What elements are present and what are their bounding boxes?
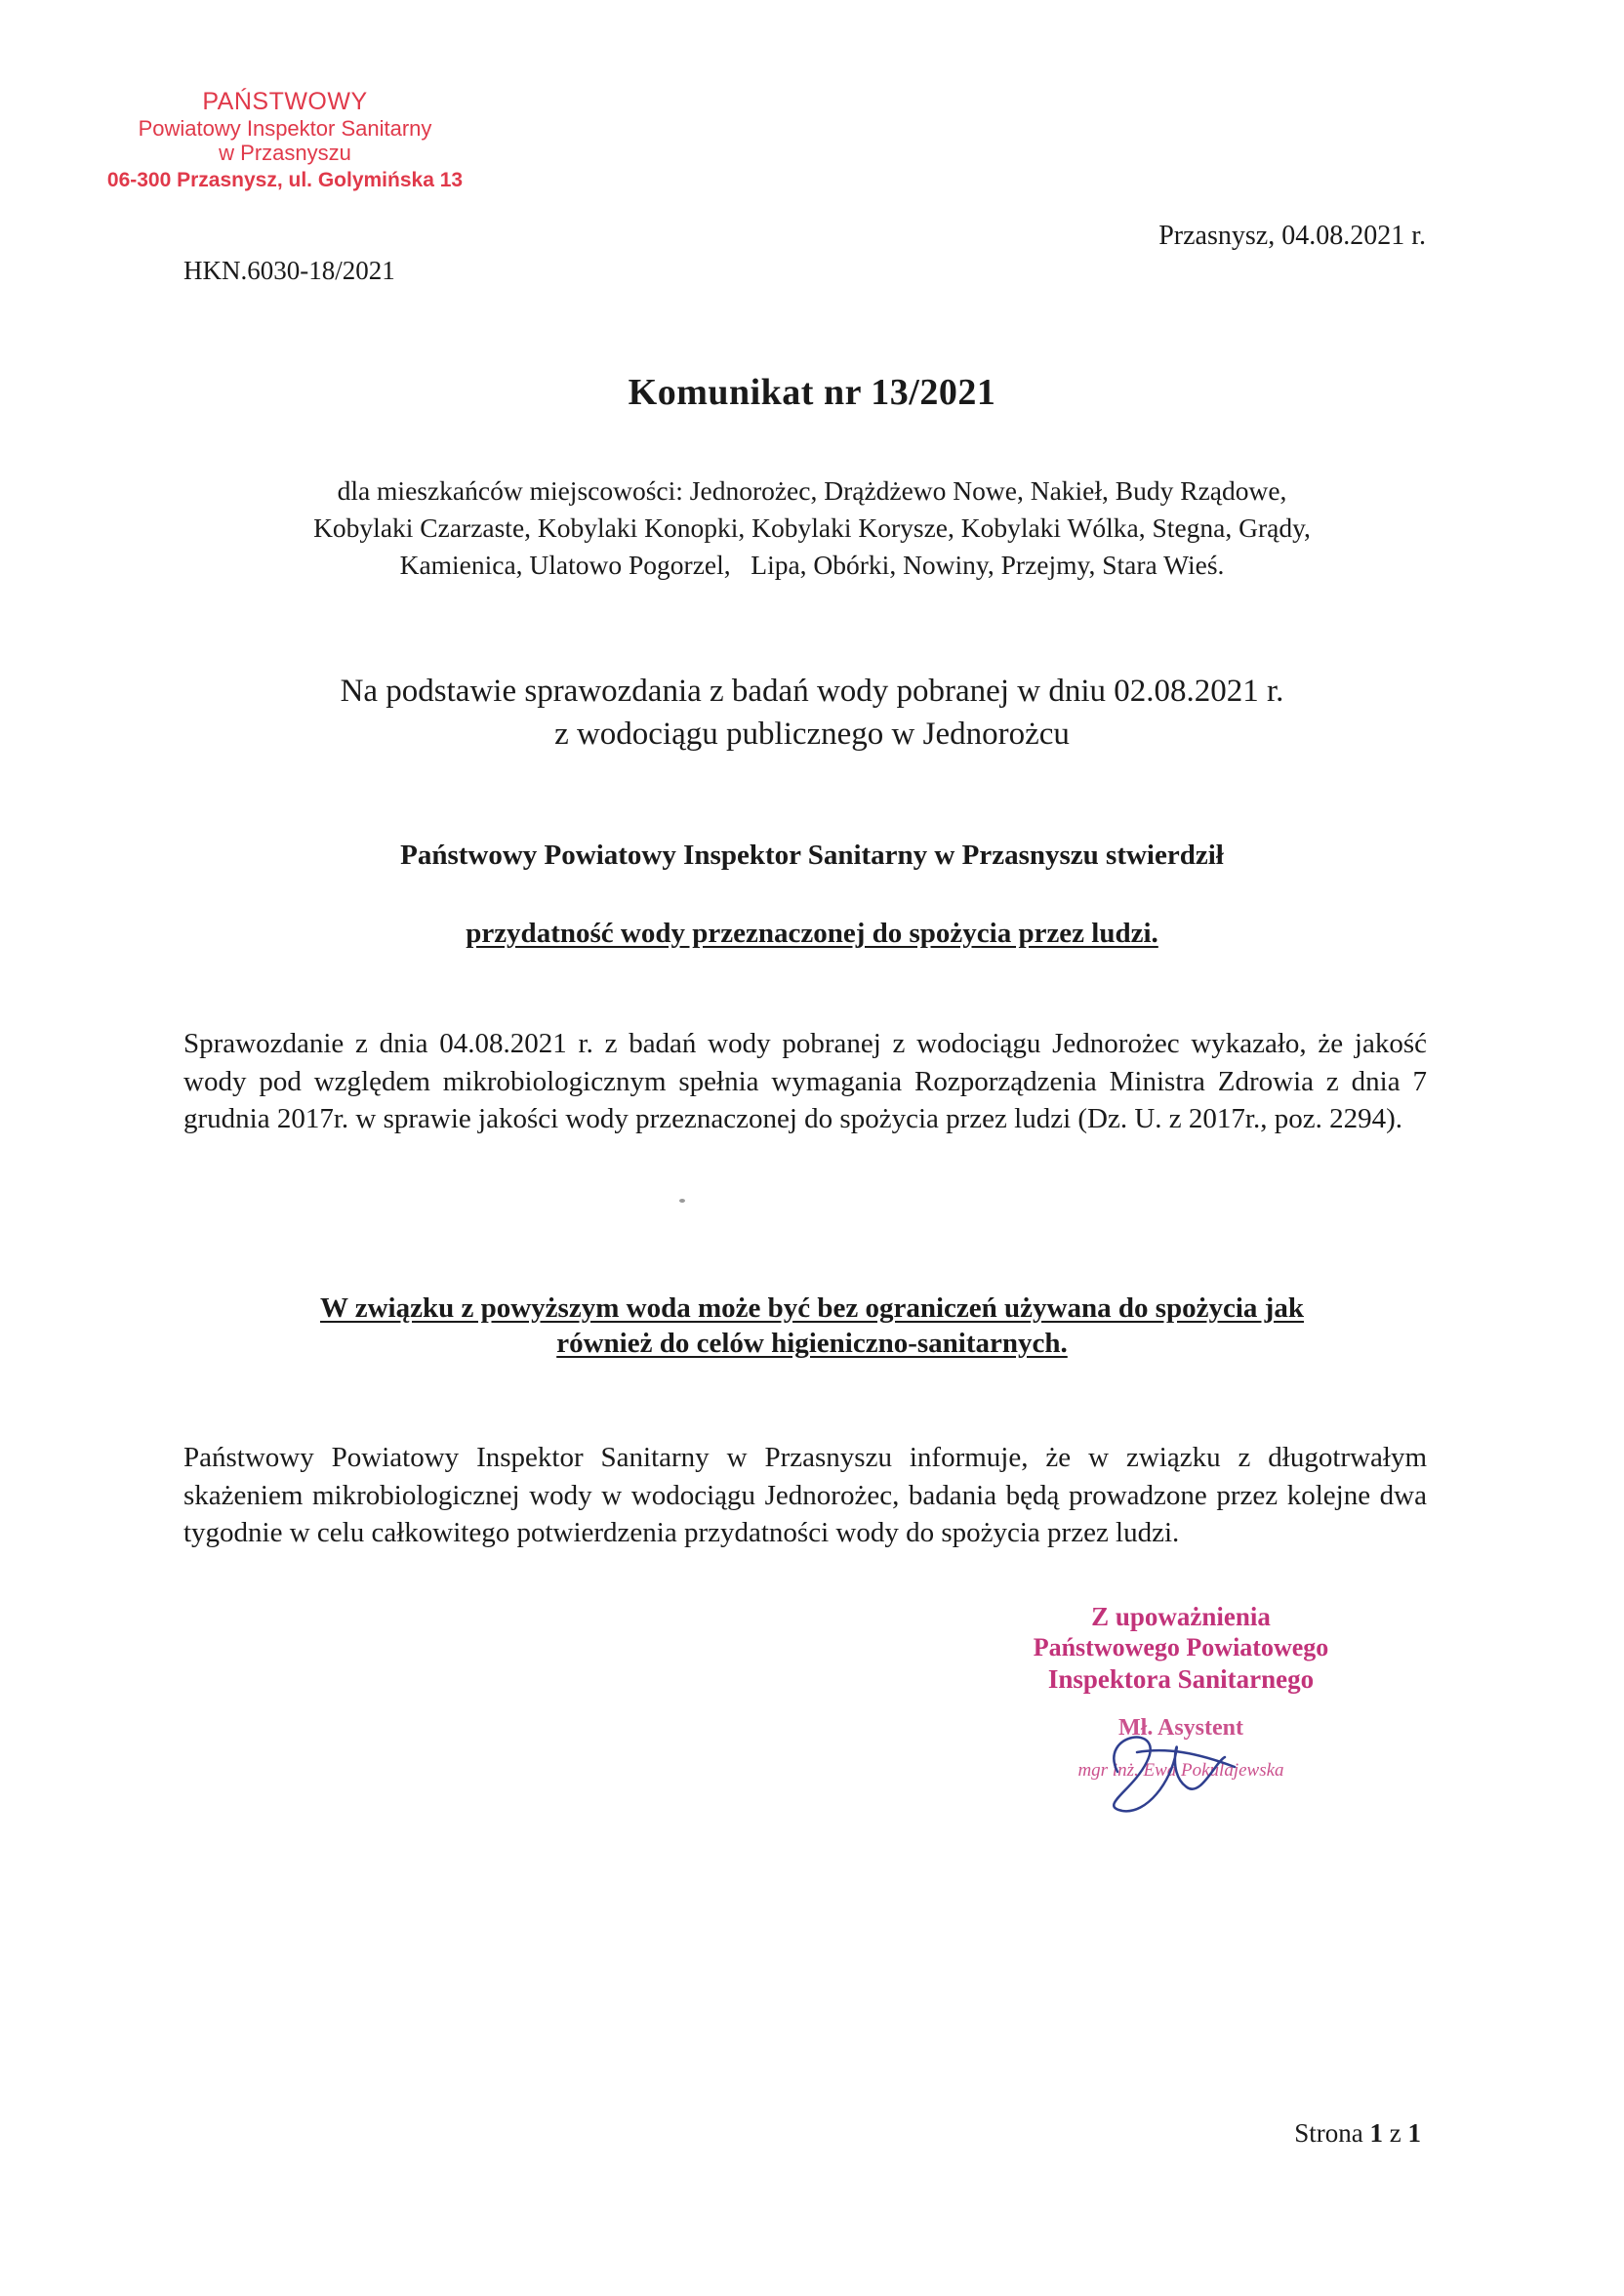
stamp-line-3: w Przasnyszu [219,141,351,166]
page-number [1294,2118,1421,2149]
page-prefix: Strona [1294,2118,1363,2148]
sig-stamp-line-3: Inspektora Sanitarnego [1047,1663,1315,1694]
verdict: przydatność wody przeznaczonej do spożycia przez ludzi. [466,918,1158,949]
inspector-statement: Państwowy Powiatowy Inspektor Sanitarny w Przasnyszu stwierdził [400,840,1224,871]
scan-speck [679,1199,685,1203]
recipients-line-2: Kobylaki Czarzaste, Kobylaki Konopki, Kobylaki Korysze, Kobylaki Wólka, Stegna, Grądy, [313,512,1311,543]
stamp-address: 06-300 Przasnysz, ul. Golymińska 13 [106,169,464,192]
sig-stamp-line-5: mgr inż. Ewa Pokulajewska [1077,1759,1284,1781]
info-paragraph: Państwowy Powiatowy Inspektor Sanitarny w Przasnyszu informuje, że w związku z długotrwałym skażeniem mikrobiologicznej wody w wodociągu Jednorożec, badania będą prowadzone przez kolejne dwa tygodnie w celu całkowitego potwierdzenia przydatności wody do spożycia przez ludzi. [183,1442,1427,1548]
basis-line-2: z wodociągu publicznego w Jednorożcu [554,717,1070,752]
stamp-line-1: PAŃSTWOWY [202,88,368,115]
office-stamp [90,88,480,192]
report-paragraph: Sprawozdanie z dnia 04.08.2021 r. z badań wody pobranej z wodociągu Jednorożec wykazało, że jakość wody pod względem mikrobiologicznym spełnia wymagania Rozporządzenia Ministra Zdrowia z dnia 7 grudnia 2017r. w sprawie jakości wody przeznaczonej do spożycia przez ludzi (Dz. U. z 2017r., poz. 2294). [183,1028,1427,1134]
basis-line-1: Na podstawie sprawozdania z badań wody pobranej w dniu 02.08.2021 r. [340,674,1284,709]
recipients-line-3: Kamienica, Ulatowo Pogorzel, Lipa, Obórki, Nowiny, Przejmy, Stara Wieś. [399,550,1225,580]
sig-stamp-line-2: Państwowego Powiatowego [1033,1633,1329,1662]
page-current: 1 [1369,2118,1384,2148]
page-total: 1 [1407,2118,1421,2148]
basis-block [146,670,1478,756]
conclusion-line-1: W związku z powyższym woda może być bez ograniczeń używana do spożycia jak [320,1292,1304,1324]
document-title: Komunikat nr 13/2021 [628,372,996,413]
recipients-line-1: dla mieszkańców miejscowości: Jednorożec, Drążdżewo Nowe, Nakieł, Budy Rządowe, [337,475,1287,506]
place-date: Przasnysz, 04.08.2021 r. [1158,221,1426,251]
stamp-line-2: Powiatowy Inspektor Sanitarny [138,115,432,141]
reference-number: HKN.6030-18/2021 [183,256,395,285]
sig-stamp-line-4: Mł. Asystent [1118,1714,1243,1741]
conclusion-block [146,1291,1478,1361]
handwritten-signature [1078,1713,1254,1830]
sig-stamp-line-1: Z upoważnienia [1091,1602,1271,1631]
conclusion-line-2: również do celów higieniczno-sanitarnych. [556,1328,1068,1359]
recipients-block [146,472,1478,584]
page-separator: z [1389,2118,1401,2148]
